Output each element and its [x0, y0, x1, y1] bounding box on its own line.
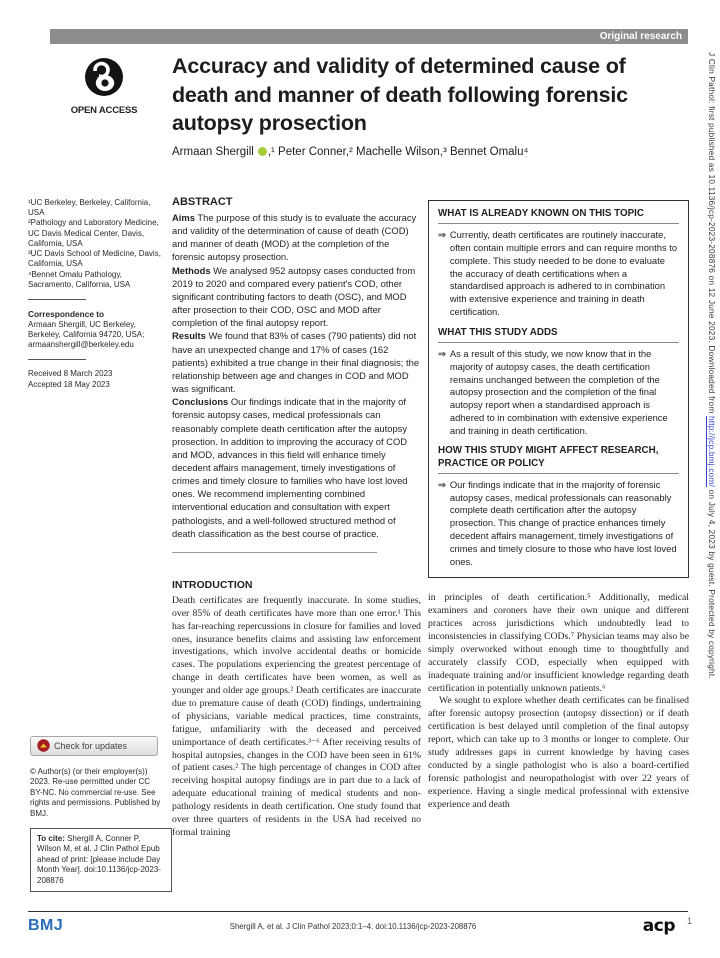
highlights-text: As a result of this study, we now know that in the majority of autopsy cases, the death certification remains unchanged between the completion of the autopsy prosection and the completion of the final autopsy report when a standardised approach is adhered to in combination with extensive experience and training in death certification. [449, 347, 668, 436]
open-access-lock-icon [84, 84, 124, 101]
highlights-column [428, 200, 689, 884]
introduction-paragraph: in principles of death certification.⁵ Additionally, medical examiners and coroners have their own unique and different practices across jurisdictions which undoubtedly lead to inconsistencies in classifying CODs.⁷ Physician teams may also be simply overworked without enough time to thoughtfully and accurately classify COD, especially when equipped with inadequate training and/or insufficient knowledge regarding death certification in potentially unknown patients.⁶ [428, 592, 689, 694]
abstract-section-text: Our findings indicate that in the majority of forensic autopsy cases, medical professionals can reasonably complete death certification after the autopsy prosection. In addition to improving the accuracy of COD and MOD, advances in this field will enhance timely decedent affairs management, timely investigations of crimes and timely closure to families who have lost loved ones. We recommend implementing combined interventional education and consultation with expert pathologists, and a well-followed structured method of death classification as the best course of practice. [172, 396, 408, 539]
sidebar-divider [28, 359, 86, 360]
correspondence-label: Correspondence to [28, 309, 105, 320]
affiliation: ⁴Bennet Omalu Pathology, Sacramento, California, USA [28, 269, 131, 289]
highlights-heading: WHAT IS ALREADY KNOWN ON THIS TOPIC [438, 208, 679, 224]
open-access-label: OPEN ACCESS [70, 105, 138, 116]
highlights-item [438, 348, 679, 437]
bmj-logo: BMJ [28, 917, 64, 934]
abstract-section-text: We analysed 952 autopsy cases conducted from 2019 to 2020 and compared every patient's COD, other significant contributing factors to death (OSC), and MOD after prosection to their COD, OSC and MOD after completion of the final autopsy report. [172, 264, 416, 329]
highlights-text: Our findings indicate that in the majority of forensic autopsy cases, medical professionals can reasonably complete death certification after the autopsy prosection. This change of practice enhances timely decedent affairs management, timely investigations of crimes and timely closure to those who have lost loved ones. [449, 478, 677, 567]
running-citation: Shergill A, et al. J Clin Pathol 2023;0:1–4. doi:10.1136/jcp-2023-208876 [229, 921, 477, 931]
highlights-heading: WHAT THIS STUDY ADDS [438, 327, 679, 343]
vertical-note-before: J Clin Pathol: first published as 10.1136/jcp-2023-208876 on 12 June 2023. Downloaded from [707, 52, 717, 416]
vertical-note-after: on July 4, 2023 by guest. Protected by copyright. [707, 487, 717, 679]
to-cite-text: Shergill A, Conner P, Wilson M, et al. J Clin Pathol Epub ahead of print: [please include Day Month Year]. doi:10.1136/jcp-2023-208876 [37, 833, 161, 885]
highlights-heading: HOW THIS STUDY MIGHT AFFECT RESEARCH, PRACTICE OR POLICY [438, 445, 679, 473]
footer-divider [28, 911, 688, 912]
accepted-date: Accepted 18 May 2023 [28, 379, 110, 389]
affiliation: ³UC Davis School of Medicine, Davis, California, USA [28, 249, 161, 269]
vertical-copyright-note [707, 52, 717, 920]
abstract-section-label: Aims [172, 212, 195, 223]
to-cite-label: To cite: [37, 833, 65, 843]
arrow-bullet-icon: ⇒ [438, 478, 446, 490]
category-bar [50, 29, 688, 44]
page-footer [28, 916, 692, 936]
page-number: 1 [686, 916, 692, 926]
highlights-item [438, 479, 679, 568]
affiliation: ²Pathology and Laboratory Medicine, UC Davis Medical Center, Davis, California, USA [28, 218, 159, 248]
copyright-text: © Author(s) (or their employer(s)) 2023. Re-use permitted under CC BY-NC. No commercial re-use. See rights and permissions. Published by BMJ. [30, 767, 161, 818]
introduction-heading: INTRODUCTION [172, 578, 253, 591]
journal-url-link[interactable]: http://jcp.bmj.com/ [707, 415, 717, 488]
author-line [172, 146, 684, 158]
abstract-end-rule [172, 552, 377, 553]
abstract-section-label: Conclusions [172, 396, 229, 408]
open-access-block [58, 57, 150, 116]
received-date: Received 8 March 2023 [28, 369, 113, 379]
author-list-rest: ,¹ Peter Conner,² Machelle Wilson,³ Bennet Omalu⁴ [267, 146, 529, 158]
author-name: Armaan Shergill [172, 146, 254, 158]
abstract-section-text: We found that 83% of cases (790 patients) did not have an unexpected change and 17% of cases (162 patients) exhibited a true change in their final diagnosis; the relationship between age and changes in COD and MOD was significant. [172, 330, 420, 395]
abstract-heading: ABSTRACT [172, 196, 233, 208]
introduction-text-right [428, 592, 689, 884]
category-label: Original research [599, 31, 682, 42]
introduction-paragraph: We sought to explore whether death certificates can be finalised after forensic autopsy prosection (autopsy dissection) or if death certification is best delayed until completion of the final autopsy report, which can take up to 3 months or longer to complete. Our study addresses gaps in current knowledge by having cases conducted by a single pathologist who is also a board-certified forensic pathologist and neuropathologist with over 22 years of experience. Having a single medical professional with extensive experience and death [428, 695, 689, 810]
orcid-icon[interactable] [258, 147, 267, 156]
acp-logo: acp [642, 916, 675, 936]
affiliations-sidebar [28, 198, 169, 390]
article-title: Accuracy and validity of determined cause of death and manner of death following forensic autopsy prosection [172, 54, 628, 136]
check-for-updates-button[interactable] [30, 736, 158, 756]
arrow-bullet-icon: ⇒ [438, 229, 446, 241]
correspondence-text: Armaan Shergill, UC Berkeley, Berkeley, California 94720, USA; armaanshergill@berkeley.edu [28, 319, 145, 350]
abstract-column [172, 196, 421, 903]
abstract-section-label: Results [172, 330, 206, 342]
highlights-item [438, 229, 679, 318]
affiliation: ¹UC Berkeley, Berkeley, California, USA [28, 198, 151, 218]
crossmark-icon [37, 739, 50, 754]
sidebar-bottom-block [30, 736, 170, 892]
key-messages-box [428, 200, 689, 578]
abstract-section-text: The purpose of this study is to evaluate the accuracy and validity of the determination of cause of death (COD) and manner of death (MOD) at the completion of the forensic autopsy prosection. [172, 212, 417, 263]
to-cite-box [30, 828, 172, 892]
highlights-text: Currently, death certificates are routinely inaccurate, often contain multiple errors and can require months to complete. This study needed to be done to evaluate the accuracy of death certifications when a standardised approach is adhered to in combination with extensive experience and training in death certification. [449, 229, 678, 317]
introduction-text-left: Death certificates are frequently inaccurate. In some studies, over 85% of death certificates have more than one error.¹ This has far-reaching repercussions in closure for families and loved ones, insurance benefits claims and assisting law enforcement investigations, which involve accidental deaths or homicide cases. The populations experiencing the greatest percentage of change in death certificates have been women, as well as younger and older age groups.² Death certificates are inaccurate due to premature cause of death (COD) findings, undertraining of physicians, variable medical practices, time constraints, fatigue, unfamiliarity with the deceased and perceived unimportance of death certificates.³⁻⁶ After receiving results of hospital autopsies, changes in the COD have been seen in 61% of patient cases.² The high percentage of changes in COD after receiving hospital autopsy findings are in part due to a lack of adequate educational training of medical students and non-pathology residents in death certification. One study found that over three quarters of residents in the USA had received no formal training [172, 594, 421, 838]
abstract-section-label: Methods [172, 264, 211, 276]
arrow-bullet-icon: ⇒ [438, 347, 446, 359]
check-for-updates-label: Check for updates [54, 741, 128, 751]
sidebar-divider [28, 299, 86, 300]
